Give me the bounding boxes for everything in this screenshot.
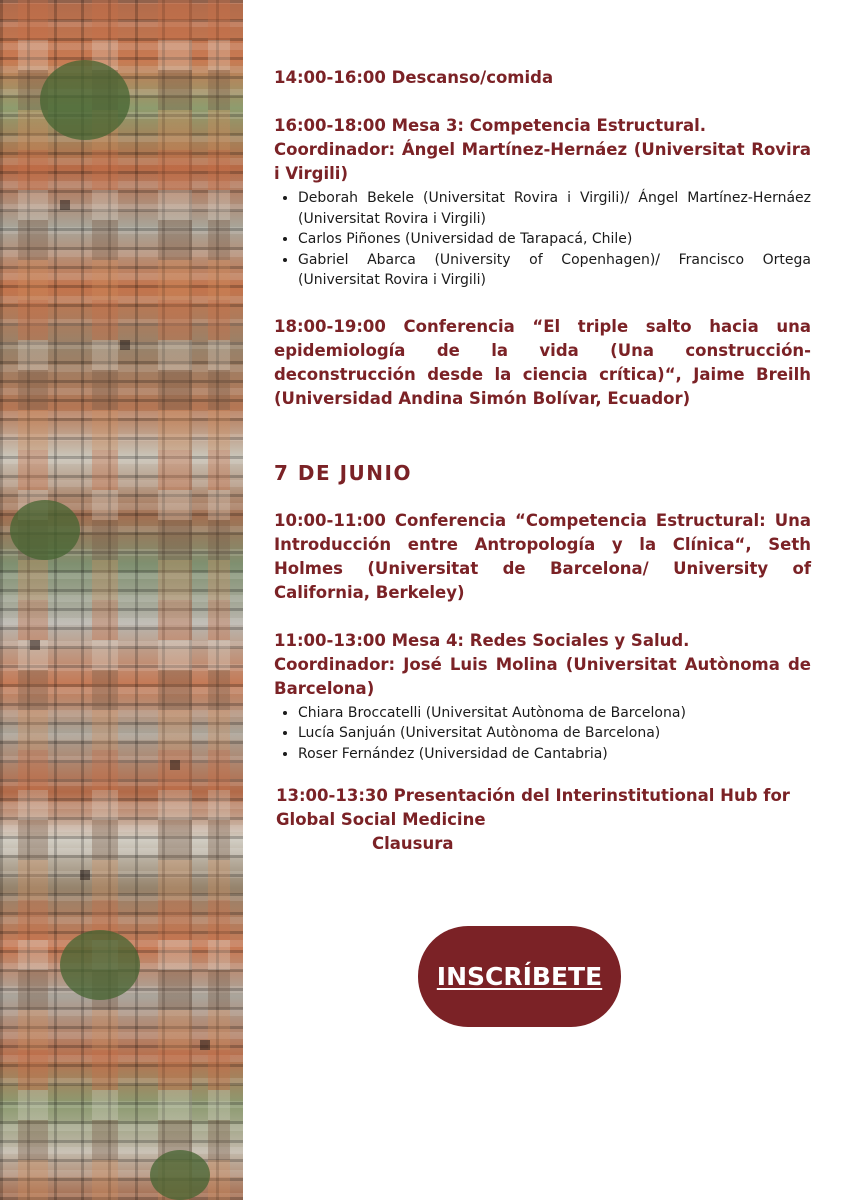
photo-window xyxy=(120,340,130,350)
speaker-item: • Gabriel Abarca (University of Copenhagen)/ Francisco Ortega (Universitat Rovira i Virgili) xyxy=(298,250,811,291)
speaker-item: • Deborah Bekele (Universitat Rovira i Virgili)/ Ángel Martínez-Hernáez (Universitat Rovira i Virgili) xyxy=(298,188,811,229)
photo-tree xyxy=(60,930,140,1000)
cityscape-photo xyxy=(0,0,243,1200)
mesa4-speaker-list xyxy=(274,703,811,765)
mesa3-speaker-list xyxy=(274,188,811,291)
mesa4-title: 11:00-13:00 Mesa 4: Redes Sociales y Salud. xyxy=(274,630,690,650)
mesa4-coordinator: Coordinador: José Luis Molina (Universitat Autònoma de Barcelona) xyxy=(274,654,811,698)
day1-conference: 18:00-19:00 Conferencia “El triple salto hacia una epidemiología de la vida (Una construcción-deconstrucción desde la ciencia crítica)“, Jaime Breilh (Universidad Andina Simón Bolívar, Ecuador) xyxy=(274,316,811,408)
speaker-item: • Lucía Sanjuán (Universitat Autònoma de Barcelona) xyxy=(298,723,811,744)
photo-tree xyxy=(10,500,80,560)
photo-window xyxy=(30,640,40,650)
break-item: 14:00-16:00 Descanso/comida xyxy=(274,68,554,87)
day-heading: 7 DE JUNIO xyxy=(274,460,412,485)
speaker-item: • Roser Fernández (Universidad de Cantabria) xyxy=(298,744,811,765)
mesa3-coordinator: Coordinador: Ángel Martínez-Hernáez (Universitat Rovira i Virgili) xyxy=(274,140,811,183)
photo-tree xyxy=(40,60,130,140)
program-content xyxy=(274,66,811,856)
photo-window xyxy=(170,760,180,770)
speaker-item: • Chiara Broccatelli (Universitat Autònoma de Barcelona) xyxy=(298,703,811,724)
mesa3-title: 16:00-18:00 Mesa 3: Competencia Estructural. xyxy=(274,116,707,135)
photo-building-column xyxy=(208,0,230,1200)
closing-item: Clausura xyxy=(372,834,454,853)
presentation-item: 13:00-13:30 Presentación del Interinstitutional Hub for Global Social Medicine xyxy=(276,786,790,829)
register-button[interactable]: INSCRÍBETE xyxy=(418,926,621,1027)
photo-building-column xyxy=(158,0,192,1200)
photo-window xyxy=(60,200,70,210)
photo-window xyxy=(200,1040,210,1050)
day2-conference: 10:00-11:00 Conferencia “Competencia Estructural: Una Introducción entre Antropología y la Clínica“, Seth Holmes (Universitat de Barcelona/ University of California, Berkeley) xyxy=(274,510,811,602)
photo-tree xyxy=(150,1150,210,1200)
speaker-item: • Carlos Piñones (Universidad de Tarapacá, Chile) xyxy=(298,229,811,250)
photo-building-column xyxy=(92,0,118,1200)
photo-window xyxy=(80,870,90,880)
photo-building-column xyxy=(18,0,48,1200)
